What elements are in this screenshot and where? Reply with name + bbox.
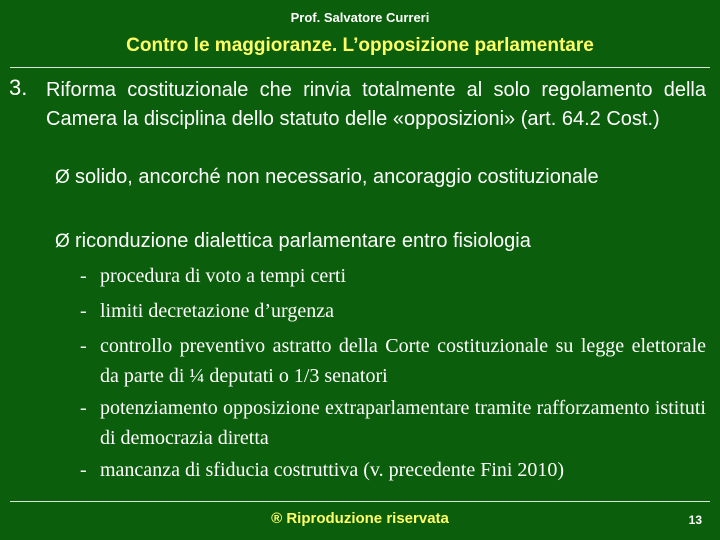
dash-list-item (80, 261, 706, 291)
dash-bullet: - (80, 459, 87, 481)
dash-item-text: limiti decretazione d’urgenza (100, 300, 334, 322)
dash-bullet: - (80, 335, 87, 357)
arrow-list-item (55, 163, 705, 192)
arrow-bullet-icon: Ø (55, 167, 70, 188)
item-number: 3. (9, 75, 28, 100)
slide-title: Contro le maggioranze. L’opposizione parlamentare (126, 35, 594, 56)
author-name: Prof. Salvatore Curreri (290, 10, 430, 25)
main-point-text: Riforma costituzionale che rinvia totalmente al solo regolamento della Camera la disciplina dello statuto delle «opposizioni» (art. 64.2 Cost.) (46, 79, 706, 130)
copyright-notice: ® Riproduzione riservata (271, 510, 449, 527)
dash-item-text: procedura di voto a tempi certi (100, 265, 347, 287)
dash-list-item (80, 393, 706, 453)
dash-item-text: controllo preventivo astratto della Corte costituzionale su legge elettorale da parte di ¼ deputati o 1/3 senatori (100, 335, 706, 387)
dash-item-text: mancanza di sfiducia costruttiva (v. precedente Fini 2010) (100, 459, 565, 481)
arrow-list-item (55, 227, 705, 256)
arrow-item-text: solido, ancorché non necessario, ancoraggio costituzionale (75, 166, 599, 188)
dash-bullet: - (80, 265, 87, 287)
arrow-item-text: riconduzione dialettica parlamentare entro fisiologia (75, 230, 531, 252)
dash-bullet: - (80, 300, 87, 322)
arrow-bullet-icon: Ø (55, 231, 70, 252)
dash-item-text: potenziamento opposizione extraparlamentare tramite rafforzamento istituti di democrazia diretta (100, 397, 706, 449)
dash-list-item (80, 455, 706, 485)
dash-list-item (80, 296, 706, 326)
dash-bullet: - (80, 397, 87, 419)
dash-list-item (80, 331, 706, 391)
bottom-divider (10, 501, 710, 502)
top-divider (10, 67, 710, 68)
page-number: 13 (688, 513, 702, 527)
